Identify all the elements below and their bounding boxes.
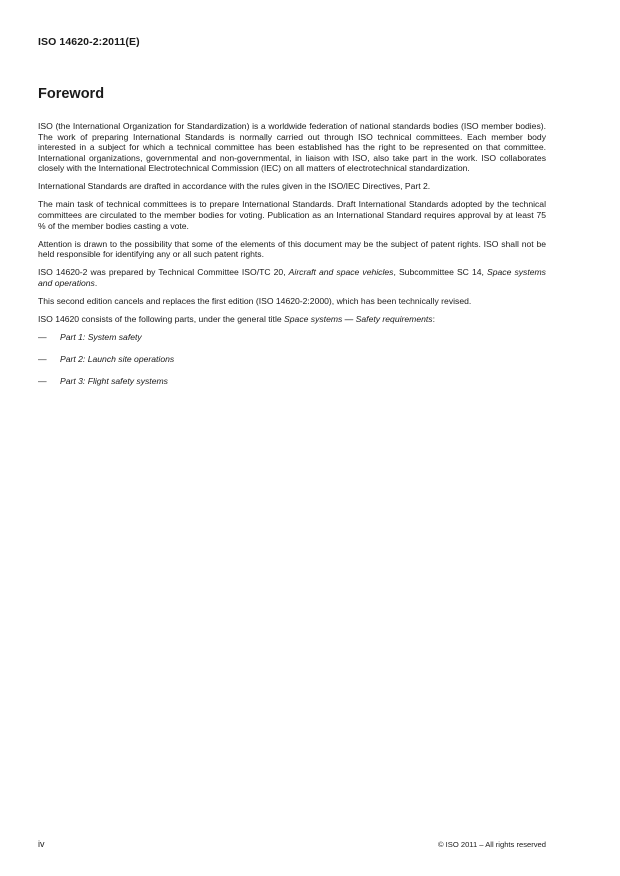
- part-label: Part 1: System safety: [60, 331, 142, 342]
- copyright-notice: © ISO 2011 – All rights reserved: [437, 840, 546, 849]
- committee-name: Aircraft and space vehicles: [288, 267, 394, 278]
- paragraph-directives: International Standards are drafted in accordance with the rules given in the ISO/IEC Directives, Part 2.: [38, 181, 431, 192]
- paragraph-main-task: The main task of technical committees is to prepare International Standards. Draft International Standards adopted by the technical committees are circulated to the member bodies for voting. Publication as an International Standard requires approval by at least 75 % of the member bodies casting a vote.: [38, 199, 546, 231]
- paragraph-edition: This second edition cancels and replaces the first edition (ISO 14620-2:2000), which has been technically revised.: [38, 295, 472, 306]
- parts-intro-text-a: ISO 14620 consists of the following parts, under the general title: [38, 313, 285, 324]
- foreword-body: [38, 121, 546, 398]
- list-dash: —: [38, 331, 47, 342]
- list-item: [38, 376, 546, 387]
- page-number: iv: [38, 839, 45, 849]
- part-label: Part 2: Launch site operations: [60, 353, 175, 364]
- paragraph-patent-rights: Attention is drawn to the possibility that some of the elements of this document may be the subject of patent rights. ISO shall not be held responsible for identifying any or all such patent rights.: [38, 238, 546, 260]
- prepared-by-text-c: .: [94, 277, 98, 288]
- list-item: [38, 332, 546, 343]
- parts-intro-text-b: :: [432, 313, 435, 324]
- paragraph-prepared-by: [38, 267, 546, 288]
- part-label: Part 3: Flight safety systems: [60, 375, 168, 386]
- paragraph-federation: ISO (the International Organization for Standardization) is a worldwide federation of national standards bodies (ISO member bodies). The work of preparing International Standards is normally carried out through ISO technical committees. Each member body interested in a subject for which a technical committee has been established has the right to be represented on that committee. International organizations, governmental and non-governmental, in liaison with ISO, also take part in the work. ISO collaborates closely with the International Electrotechnical Commission (IEC) on all matters of electrotechnical standardization.: [38, 121, 546, 174]
- prepared-by-text-a: ISO 14620-2 was prepared by Technical Committee ISO/TC 20,: [38, 267, 289, 278]
- list-dash: —: [38, 353, 47, 364]
- parts-list: [38, 332, 546, 387]
- section-title: Foreword: [38, 86, 105, 102]
- prepared-by-text-b: , Subcommittee SC 14,: [393, 267, 488, 278]
- paragraph-parts-intro: [38, 314, 546, 325]
- list-item: [38, 354, 546, 365]
- list-dash: —: [38, 375, 47, 386]
- general-title: Space systems — Safety requirements: [284, 313, 433, 324]
- subcommittee-name: Space systems and operations: [38, 267, 546, 288]
- document-id-header: ISO 14620-2:2011(E): [38, 36, 140, 48]
